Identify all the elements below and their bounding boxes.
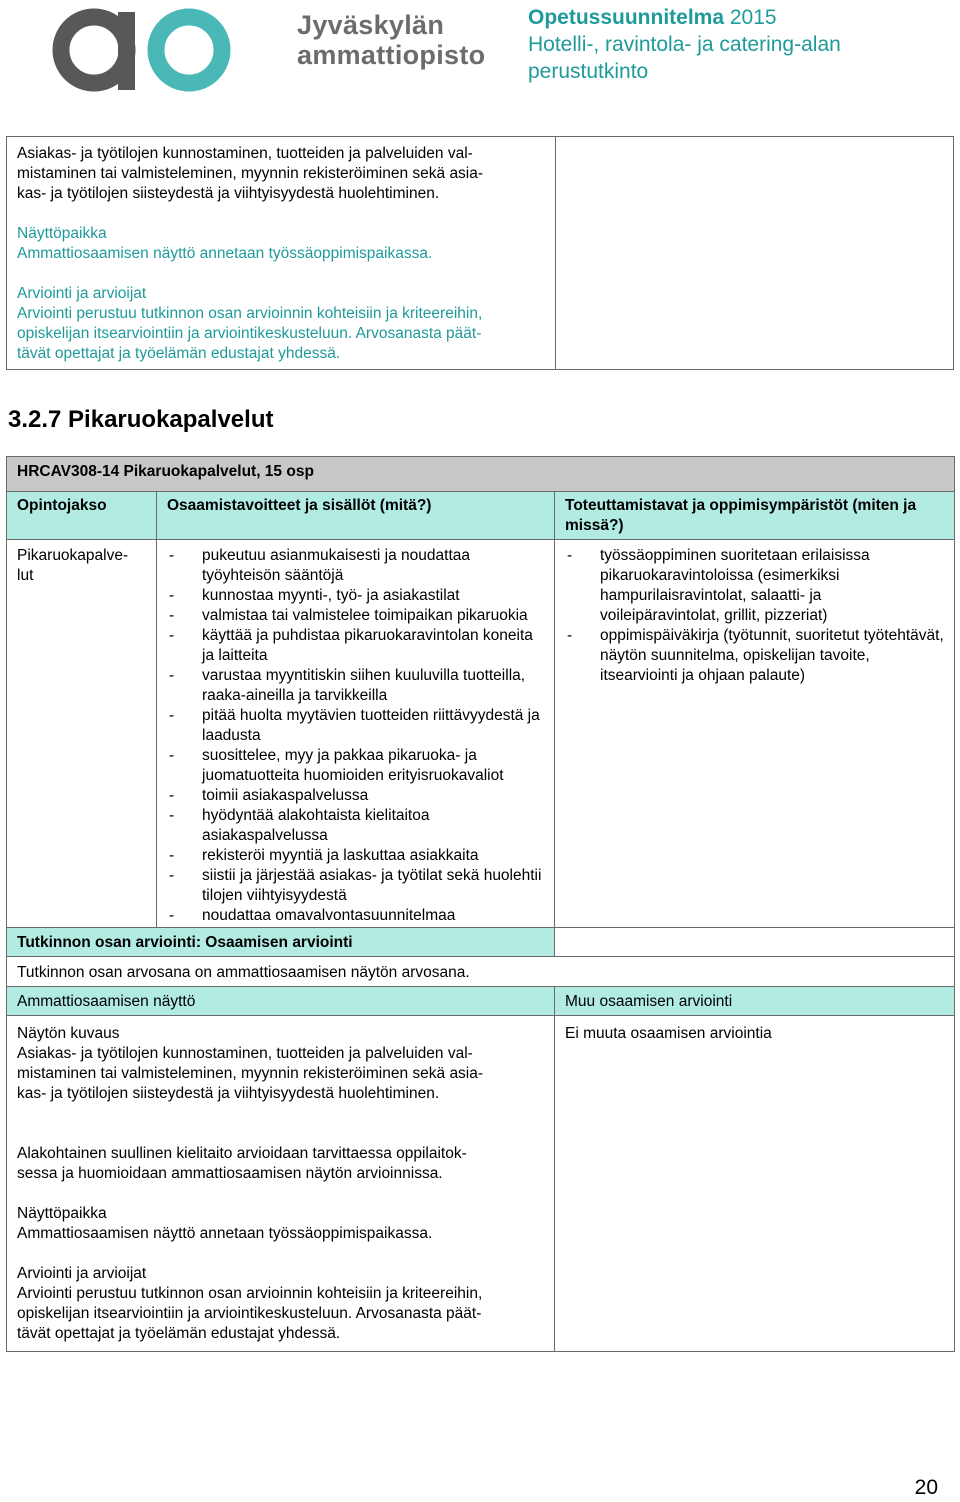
method-item: - oppimispäiväkirja (työtunnit, suoritetut työtehtävät, näytön suunnitelma, opiskelijan tavoite, itsearviointi ja ohjaan palaute) — [565, 626, 944, 686]
kuvaus-line-1: Asiakas- ja työtilojen kunnostaminen, tuotteiden ja palveluiden val- — [17, 1045, 473, 1062]
course-name-line-2: lut — [17, 567, 34, 584]
course-name-cell — [7, 540, 157, 928]
logo-line-1: Jyväskylän — [297, 10, 445, 40]
logo-wordmark — [297, 10, 485, 70]
kuvaus-line-3: kas- ja työtilojen siisteydestä ja viihtyisyydestä huolehtiminen. — [17, 1085, 440, 1102]
section-title: 3.2.7 Pikaruokapalvelut — [8, 406, 274, 433]
empty-cell — [555, 928, 955, 957]
method-item: - työssäoppiminen suoritetaan erilaisissa pikaruokaravintoloissa (esimerkiksi hampurilaisravintolat, salaatti- ja voileipäravintolat, grillit, pizzeriat) — [565, 546, 944, 626]
course-name-line-1: Pikaruokapalve- — [17, 547, 129, 564]
kieli-line-1: Alakohtainen suullinen kielitaito arvioidaan tarvittaessa oppilaitok- — [17, 1145, 467, 1162]
intro-line-1: Asiakas- ja työtilojen kunnostaminen, tuotteiden ja palveluiden val- — [17, 145, 473, 162]
muu-heading: Muu osaamisen arviointi — [555, 987, 955, 1016]
goal-item: - rekisteröi myyntiä ja laskuttaa asiakkaita — [167, 846, 544, 866]
page-number: 20 — [914, 1476, 938, 1499]
goal-item: - suosittelee, myy ja pakkaa pikaruoka- ja juomatuotteita huomioiden erityisruokavaliot — [167, 746, 544, 786]
ao-logo-icon — [52, 0, 247, 98]
arviointi-line-1: Arviointi perustuu tutkinnon osan arvioinnin kohteisiin ja kriteereihin, — [17, 1285, 483, 1302]
goal-item: - pitää huolta myytävien tuotteiden riittävyydestä ja laadusta — [167, 706, 544, 746]
arviointi-line-1: Arviointi perustuu tutkinnon osan arvioinnin kohteisiin ja kriteereihin, — [17, 305, 483, 322]
goal-item: - pukeutuu asianmukaisesti ja noudattaa työyhteisön sääntöjä — [167, 546, 544, 586]
document-year: 2015 — [729, 6, 777, 29]
kieli-line-2: sessa ja huomioidaan ammattiosaamisen näytön arvioinnissa. — [17, 1165, 443, 1182]
previous-module-box — [6, 136, 954, 370]
module-title: HRCAV308-14 Pikaruokapalvelut, 15 osp — [7, 457, 955, 492]
col-header-osaamistavoitteet: Osaamistavoitteet ja sisällöt (mitä?) — [157, 492, 555, 540]
previous-module-content — [17, 144, 552, 364]
document-subtitle-1: Hotelli-, ravintola- ja catering-alan — [528, 33, 841, 56]
grade-text: Tutkinnon osan arvosana on ammattiosaamisen näytön arvosana. — [7, 957, 955, 987]
organization-logo — [52, 0, 492, 98]
document-header — [528, 4, 948, 85]
column-divider — [555, 137, 556, 369]
goals-list — [167, 546, 544, 926]
goal-item: - noudattaa omavalvontasuunnitelmaa — [167, 906, 544, 926]
goal-item: - hyödyntää alakohtaista kielitaitoa asiakaspalvelussa — [167, 806, 544, 846]
col-header-toteuttamistavat: Toteuttamistavat ja oppimisympäristöt (miten ja missä?) — [555, 492, 955, 540]
goal-item: - varustaa myyntitiskin siihen kuuluvilla tuotteilla, raaka-aineilla ja tarvikkeilla — [167, 666, 544, 706]
module-table — [6, 456, 955, 1352]
goal-item: - valmistaa tai valmistelee toimipaikan pikaruokia — [167, 606, 544, 626]
methods-list — [565, 546, 944, 686]
naytto-details-cell — [7, 1016, 555, 1352]
goal-item: - käyttää ja puhdistaa pikaruokaravintolan koneita ja laitteita — [167, 626, 544, 666]
arviointi-line-2: opiskelijan itsearviointiin ja arviointikeskusteluun. Arvosanasta päät- — [17, 1305, 482, 1322]
col-header-opintojakso: Opintojakso — [7, 492, 157, 540]
goal-item: - toimii asiakaspalvelussa — [167, 786, 544, 806]
arviointi-line-3: tävät opettajat ja työelämän edustajat yhdessä. — [17, 1325, 341, 1342]
assessment-heading: Tutkinnon osan arviointi: Osaamisen arviointi — [7, 928, 555, 957]
muu-text: Ei muuta osaamisen arviointia — [555, 1016, 955, 1352]
arviointi-heading: Arviointi ja arvioijat — [17, 1265, 147, 1282]
naytto-text: Ammattiosaamisen näyttö annetaan työssäoppimispaikassa. — [17, 1225, 433, 1242]
goal-item: - kunnostaa myynti-, työ- ja asiakastilat — [167, 586, 544, 606]
intro-line-3: kas- ja työtilojen siisteydestä ja viihtyisyydestä huolehtiminen. — [17, 185, 440, 202]
document-title: Opetussuunnitelma — [528, 6, 725, 29]
arviointi-heading: Arviointi ja arvioijat — [17, 285, 147, 302]
arviointi-line-3: tävät opettajat ja työelämän edustajat yhdessä. — [17, 345, 341, 362]
methods-cell — [555, 540, 955, 928]
kuvaus-line-2: mistaminen tai valmisteleminen, myynnin rekisteröiminen sekä asia- — [17, 1065, 484, 1082]
goal-item: - siistii ja järjestää asiakas- ja työtilat sekä huolehtii tilojen viihtyisyydestä — [167, 866, 544, 906]
intro-line-2: mistaminen tai valmisteleminen, myynnin rekisteröiminen sekä asia- — [17, 165, 484, 182]
goals-cell — [157, 540, 555, 928]
naytto-heading: Näyttöpaikka — [17, 1205, 107, 1222]
naytto-text: Ammattiosaamisen näyttö annetaan työssäoppimispaikassa. — [17, 245, 433, 262]
arviointi-line-2: opiskelijan itsearviointiin ja arviointikeskusteluun. Arvosanasta päät- — [17, 325, 482, 342]
logo-line-2: ammattiopisto — [297, 40, 486, 70]
document-subtitle-2: perustutkinto — [528, 60, 649, 83]
naytto-heading: Näyttöpaikka — [17, 225, 107, 242]
kuvaus-heading: Näytön kuvaus — [17, 1025, 120, 1042]
ammatti-heading: Ammattiosaamisen näyttö — [7, 987, 555, 1016]
